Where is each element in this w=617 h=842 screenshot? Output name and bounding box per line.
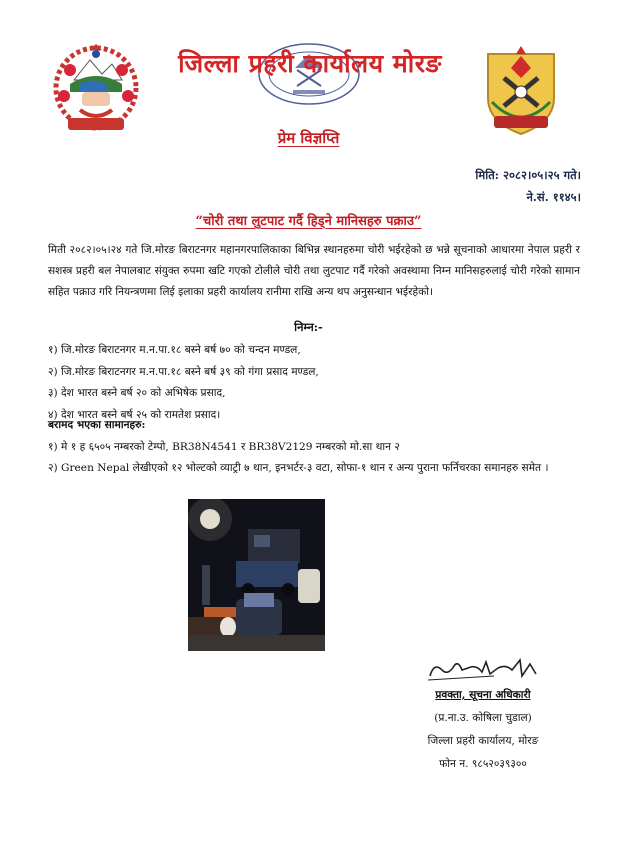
- list-item: १) जि.मोरङ बिराटनगर म.न.पा.१८ बस्ने बर्ष ७० को चन्दन मण्डल,: [48, 344, 301, 356]
- notice-date: मिति: २०८२।०५।२५ गते।: [475, 168, 581, 182]
- suspects-heading: निम्न:-: [294, 320, 323, 334]
- reference-number: ने.सं. ११४५।: [526, 190, 581, 204]
- signatory-name: (प्र.ना.उ. कोषिला चुडाल): [434, 712, 532, 724]
- list-item: २) जि.मोरङ बिराटनगर म.न.पा.१८ बस्ने बर्ष ३९ को गंगा प्रसाद मण्डल,: [48, 365, 319, 378]
- list-item: १) मे १ ह ६५०५ नम्बरको टेम्पो, BR38N4541 र BR38V2129 नम्बरको मो.सा थान २: [48, 441, 400, 453]
- notice-body: मिती २०८२।०५।२४ गते जि.मोरङ बिराटनगर महानगरपालिकाका बिभिन्न स्थानहरुमा चोरी भईरहेको छ भन्ने सूचनाको आधारमा नेपाल प्रहरी र सशस्त्र प्रहरी बल नेपालबाट संयुक्त रुपमा खटि गएको टोलीले चोरी तथा लुटपाट गर्दै गरेको अवस्थामा निम्न मानिसहरुलाई चोरी गरेको सामान सहित पक्राउ गरि नियन्त्रणमा लिई इलाका प्रहरी कार्यालय रानीमा राखि अन्य थप अनुसन्धान भईरहेको।: [48, 244, 580, 298]
- list-item: ३) देश भारत बस्ने बर्ष २० को अभिषेक प्रसाद,: [48, 387, 226, 399]
- suspects-list: [48, 340, 588, 426]
- signatory-designation: प्रवक्ता, सूचना अधिकारी: [435, 689, 531, 701]
- signatory-office: जिल्ला प्रहरी कार्यालय, मोरङ: [427, 735, 539, 747]
- list-item: २) Green Nepal लेखीएको १२ भोल्टको व्याट्री ७ थान, इनभर्टर-३ वटा, सोफा-१ थान र अन्य पुराना फर्निचरका समानहरु समेत ।: [48, 462, 549, 474]
- seized-items-heading: बरामद भएका सामानहरु:: [48, 419, 146, 431]
- office-title: जिल्ला प्रहरी कार्यालय मोरङ: [178, 49, 442, 78]
- signatory-block: [403, 654, 563, 776]
- list-item: ४) देश भारत बस्ने बर्ष २५ को रामतेश प्रसाद।: [48, 408, 221, 421]
- seized-items-list: [48, 437, 588, 479]
- notice-type: प्रेम विज्ञप्ति: [277, 129, 340, 147]
- seized-items-photo: [188, 499, 325, 651]
- signatory-phone: फोन न. ९८५२०३९३००: [439, 758, 527, 770]
- notice-headline: “चोरी तथा लुटपाट गर्दै हिड्ने मानिसहरु पक्राउ”: [195, 214, 422, 229]
- handwritten-signature: [424, 654, 542, 684]
